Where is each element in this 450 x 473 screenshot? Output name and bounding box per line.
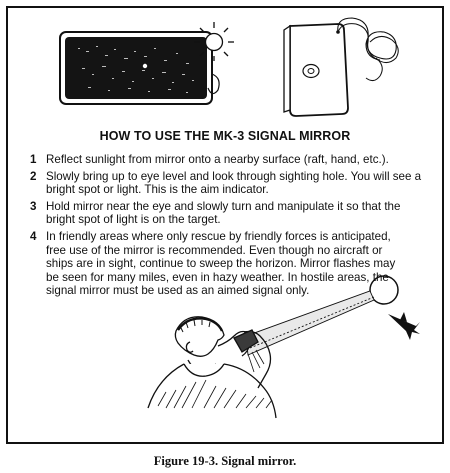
instructions-heading: HOW TO USE THE MK-3 SIGNAL MIRROR bbox=[99, 129, 351, 143]
aircraft-icon bbox=[388, 312, 420, 340]
instruction-steps bbox=[30, 153, 425, 301]
step-number: 4 bbox=[30, 229, 37, 243]
sun-icon bbox=[194, 22, 234, 61]
step-text: Hold mirror near the eye and slowly turn and manipulate it so that the bright spot of light is on the target. bbox=[46, 199, 401, 227]
figure-frame bbox=[6, 6, 444, 444]
step-number: 3 bbox=[30, 199, 37, 213]
step-text: In friendly areas where only rescue by friendly forces is anticipated, free use of the mirror is recommended. Even though no aircraft or ships are in sight, continue to sweep the horizon. Mirror flashes may be seen for many miles, even in hazy weather. In hostile areas, the signal mirror must be used as an aimed signal only. bbox=[46, 229, 396, 298]
mirror-back-view-with-lanyard bbox=[284, 18, 398, 116]
step-1 bbox=[30, 153, 425, 167]
step-2 bbox=[30, 170, 425, 197]
step-text: Slowly bring up to eye level and look through sighting hole. You will see a bright spot or light. This is the aim indicator. bbox=[46, 169, 422, 197]
figure-caption: Figure 19-3. Signal mirror. bbox=[153, 454, 297, 468]
step-number: 1 bbox=[30, 153, 37, 166]
mirror-front-view bbox=[60, 32, 219, 104]
step-number: 2 bbox=[30, 169, 37, 183]
step-4 bbox=[30, 230, 406, 298]
step-text: Reflect sunlight from mirror onto a nearby surface (raft, hand, etc.). bbox=[46, 153, 389, 166]
step-3 bbox=[30, 200, 425, 227]
